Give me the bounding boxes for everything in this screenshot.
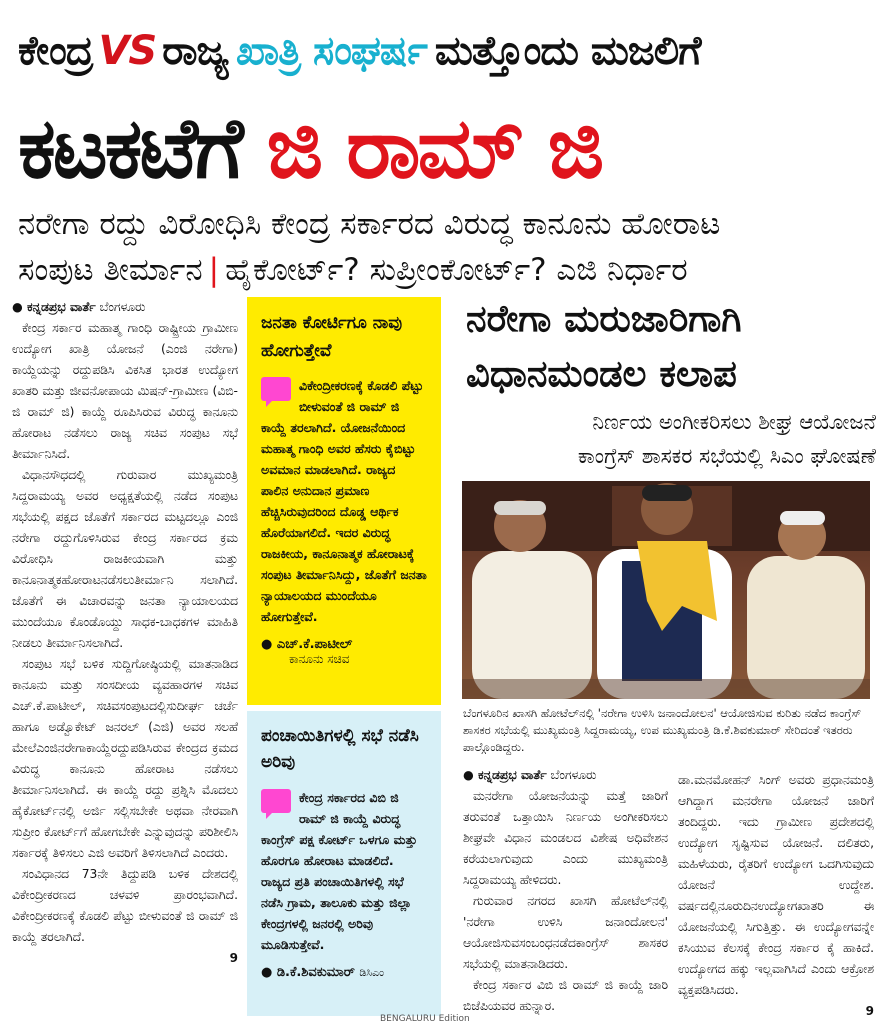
quote-text: ವಿಕೇಂದ್ರೀಕರಣಕ್ಕೆ ಕೊಡಲಿ ಪೆಟ್ಟು ಬೀಳುವಂತೆ ಜಿ ರಾಮ್ ಜಿ ಕಾಯ್ದೆ ತರಲಾಗಿದೆ. ಯೋಜನೆಯಿಂದ ಮಹಾತ್ಮ ಗಾಂಧಿ ಅವರ ಹೆಸರು ಕೈಬಿಟ್ಟು ಅವಮಾನ ಮಾಡಲಾಗಿದೆ. ರಾಜ್ಯದ ಪಾಲಿನ ಅನುದಾನ ಪ್ರಮಾಣ ಹೆಚ್ಚಿಸಿರುವುದರಿಂದ ದೊಡ್ಡ ಆರ್ಥಿಕ ಹೊರೆಯಾಗಲಿದೆ. ಇದರ ವಿರುದ್ಧ ರಾಜಕೀಯ, ಕಾನೂನಾತ್ಮಕ ಹೋರಾಟಕ್ಕೆ ಸಂಪುಟ ತೀರ್ಮಾನಿಸಿದ್ದು, ಜೊತೆಗೆ ಜನತಾ ನ್ಯಾಯಾಲಯದ ಮುಂದೆಯೂ ಹೋಗುತ್ತೇವೆ. (261, 378, 427, 624)
article-paragraph: ಗುರುವಾರ ನಗರದ ಖಾಸಗಿ ಹೋಟೆಲ್‌ನಲ್ಲಿ 'ನರೇಗಾ ಉಳಿಸಿ ಜನಾಂದೋಲನ' ಆಯೋಜಿಸುವಸಂಬಂಧನಡೆದಕಾಂಗ್ರೆಸ್ ಶಾಸಕರ ಸಭೆಯಲ್ಲಿ ಮಾತನಾಡಿದರು. (463, 894, 668, 971)
dateline-city: ಬೆಂಗಳೂರು (550, 768, 597, 782)
quote-text: ಕೇಂದ್ರ ಸರ್ಕಾರದ ವಿಬಿ ಜಿ ರಾಮ್ ಜಿ ಕಾಯ್ದೆ ವಿರುದ್ಧ ಕಾಂಗ್ರೆಸ್ ಪಕ್ಷ ಕೋರ್ಟ್ ಒಳಗೂ ಮತ್ತು ಹೊರಗೂ ಹೋರಾಟ ಮಾಡಲಿದೆ. ರಾಜ್ಯದ ಪ್ರತಿ ಪಂಚಾಯಿತಿಗಳಲ್ಲಿ ಸಭೆ ನಡೆಸಿ ಗ್ರಾಮ, ತಾಲೂಕು ಮತ್ತು ಜಿಲ್ಲಾ ಕೇಂದ್ರಗಳಲ್ಲಿ ಜನರಲ್ಲಿ ಅರಿವು ಮೂಡಿಸುತ್ತೇವೆ. (261, 790, 418, 952)
right-deck-line1: ನಿರ್ಣಯ ಅಂಗೀಕರಿಸಲು ಶೀಘ್ರ ಆಯೋಜನೆ (592, 410, 876, 434)
right-article-column-b (678, 770, 874, 1018)
quote-box-title: ಪಂಚಾಯಿತಿಗಳಲ್ಲಿ ಸಭೆ ನಡೆಸಿ ಅರಿವು (261, 726, 419, 772)
kicker-part3: ಮತ್ತೊಂದು ಮಜಲಿಗೆ (434, 28, 701, 74)
quote-designation: ಡಿಸಿಎಂ (359, 966, 385, 979)
headline-black: ಕಟಕಟೆಗೆ (18, 98, 241, 197)
article-paragraph: ಡಾ.ಮನಮೋಹನ್ ಸಿಂಗ್ ಅವರು ಪ್ರಧಾನಮಂತ್ರಿ ಆಗಿದ್ದಾಗ ಮನರೇಗಾ ಯೋಜನೆ ಜಾರಿಗೆ ತಂದಿದ್ದರು. ಇದು ಗ್ರಾಮೀಣ ಪ್ರದೇಶದಲ್ಲಿ ಉದ್ಯೋಗ ಸೃಷ್ಟಿಸುವ ಯೋಜನೆ. ದಲಿತರು, ಮಹಿಳೆಯರು, ರೈತರಿಗೆ ಉದ್ಯೋಗ ಒದಗಿಸುವುದು ಯೋಜನೆ ಉದ್ದೇಶ. ವರ್ಷದಲ್ಲಿನೂರುದಿನಉದ್ಯೋಗಖಾತರಿ ಈ ಯೋಜನೆಯಲ್ಲಿ ಸಿಗುತ್ತಿತ್ತು. ಈ ಉದ್ಯೋಗವನ್ನೇ ಕಸಿಯುವ ಕೆಲಸಕ್ಕೆ ಕೇಂದ್ರ ಸರ್ಕಾರ ಕೈ ಹಾಕಿದೆ. ಉದ್ಯೋಗದ ಹಕ್ಕು ಇಲ್ಲವಾಗಿಸಿದೆ ಎಂದು ಆಕ್ರೋಶ ವ್ಯಕ್ತಪಡಿಸಿದರು. (678, 773, 874, 997)
article-paragraph: ವಿಧಾನಸೌಧದಲ್ಲಿ ಗುರುವಾರ ಮುಖ್ಯಮಂತ್ರಿ ಸಿದ್ದರಾಮಯ್ಯ ಅವರ ಅಧ್ಯಕ್ಷತೆಯಲ್ಲಿ ನಡೆದ ಸಂಪುಟ ಸಭೆಯಲ್ಲಿ ಪಕ್ಷದ ಜೊತೆಗೆ ಸರ್ಕಾರದ ಮಟ್ಟದಲ್ಲೂ ಎಂಜಿ ನರೇಗಾ ರದ್ದುಗೊಳಿಸಿರುವ ಕೇಂದ್ರ ಸರ್ಕಾರದ ಕ್ರಮ ವಿರೋಧಿಸಿ ರಾಜಕೀಯವಾಗಿ ಮತ್ತು ಕಾನೂನಾತ್ಮಕಹೋರಾಟನಡೆಸಲುತೀರ್ಮಾನಿ ಸಲಾಗಿದೆ. ಜೊತೆಗೆ ಈ ವಿಚಾರವನ್ನು ಜನತಾ ನ್ಯಾಯಾಲಯದ ಮುಂದೆಯೂ ಕೊಂಡೊಯ್ದು ಸಾಧಕ-ಬಾಧಕಗಳ ಮಾಹಿತಿ ನೀಡಲು ತೀರ್ಮಾನಿಸಲಾಗಿದೆ. (12, 468, 238, 650)
quote-box-patil (247, 297, 441, 705)
footer-edition: BENGALURU Edition (380, 1014, 470, 1024)
kicker-highlight: ಖಾತ್ರಿ ಸಂಘರ್ಷ (235, 28, 427, 74)
deck-line-1: ನರೇಗಾ ರದ್ದು ವಿರೋಧಿಸಿ ಕೇಂದ್ರ ಸರ್ಕಾರದ ವಿರುದ್ಧ ಕಾನೂನು ಹೋರಾಟ (18, 206, 721, 242)
article-paragraph: ಸಂವಿಧಾನದ 73ನೇ ತಿದ್ದುಪಡಿ ಬಳಿಕ ದೇಶದಲ್ಲಿ ವಿಕೇಂದ್ರೀಕರಣದ ಚಳವಳಿ ಪ್ರಾರಂಭವಾಗಿದೆ. ವಿಕೇಂದ್ರೀಕರಣಕ್ಕೆ ಕೊಡಲಿ ಪೆಟ್ಟು ಬೀಳುವಂತೆ ಜಿ ರಾಮ್ ಜಿ ಕಾಯ್ದೆ ತರಲಾಗಿದೆ. (12, 867, 238, 944)
dateline: ● ಕನ್ನಡಪ್ರಭ ವಾರ್ತೆ (463, 768, 547, 782)
article-paragraph: ಮನರೇಗಾ ಯೋಜನೆಯನ್ನು ಮತ್ತೆ ಜಾರಿಗೆ ತರುವಂತೆ ಒತ್ತಾಯಿಸಿ ನಿರ್ಣಯ ಅಂಗೀಕರಿಸಲು ಶೀಘ್ರವೇ ವಿಧಾನ ಮಂಡಲದ ವಿಶೇಷ ಅಧಿವೇಶನ ಕರೆಯಲಾಗುವುದು ಎಂದು ಮುಖ್ಯಮಂತ್ರಿ ಸಿದ್ದರಾಮಯ್ಯ ಹೇಳಿದರು. (463, 789, 668, 887)
quote-signature-row (261, 965, 427, 980)
quote-signature: ● ಡಿ.ಕೆ.ಶಿವಕುಮಾರ್ (261, 965, 355, 980)
right-deck-line2: ಕಾಂಗ್ರೆಸ್ ಶಾಸಕರ ಸಭೆಯಲ್ಲಿ ಸಿಎಂ ಘೋಷಣೆ (577, 444, 876, 468)
quote-box-title: ಜನತಾ ಕೋರ್ಟಿಗೂ ನಾವು ಹೋಗುತ್ತೇವೆ (261, 313, 403, 361)
right-headline-line2: ವಿಧಾನಮಂಡಲ ಕಲಾಪ (466, 352, 737, 395)
speech-bubble-icon (261, 377, 291, 401)
photo-illustration (462, 481, 870, 699)
article-paragraph: ಕೇಂದ್ರ ಸರ್ಕಾರ ಮಹಾತ್ಮ ಗಾಂಧಿ ರಾಷ್ಟ್ರೀಯ ಗ್ರಾಮೀಣ ಉದ್ಯೋಗ ಖಾತ್ರಿ ಯೋಜನೆ (ಎಂಜಿ ನರೇಗಾ) ಕಾಯ್ದೆಯನ್ನು ರದ್ದುಪಡಿಸಿ ವಿಕಸಿತ ಭಾರತ ಉದ್ಯೋಗ ಖಾತರಿ ಮತ್ತು ಜೀವನೋಪಾಯ ಮಿಷನ್-ಗ್ರಾಮೀಣ (ವಿಬಿ-ಜಿ ರಾಮ್ ಜಿ) ಕಾಯ್ದೆ ರೂಪಿಸಿರುವ ವಿರುದ್ಧ ಕಾನೂನು ಹೋರಾಟ ನಡೆಸಲು ರಾಜ್ಯ ಸಚಿವ ಸಂಪುಟ ಸಭೆ ತೀರ್ಮಾನಿಸಿದೆ. (12, 321, 238, 461)
photo-caption: ಬೆಂಗಳೂರಿನ ಖಾಸಗಿ ಹೋಟೆಲ್‌ನಲ್ಲಿ 'ನರೇಗಾ ಉಳಿಸಿ ಜನಾಂದೋಲನ' ಆಯೋಜಿಸುವ ಕುರಿತು ನಡೆದ ಕಾಂಗ್ರೆಸ್ ಶಾಸಕರ ಸಭೆಯಲ್ಲಿ ಮುಖ್ಯಮಂತ್ರಿ ಸಿದ್ದರಾಮಯ್ಯ, ಉಪ ಮುಖ್ಯಮಂತ್ರಿ ಡಿ.ಕೆ.ಶಿವಕುಮಾರ್ ಸೇರಿದಂತೆ ಇತರರು ಪಾಲ್ಗೊಂಡಿದ್ದರು. (463, 706, 862, 754)
dateline: ● ಕನ್ನಡಪ್ರಭ ವಾರ್ತೆ (12, 300, 96, 314)
dateline-city: ಬೆಂಗಳೂರು (99, 300, 146, 314)
deck-line-2 (18, 252, 868, 296)
quote-box-shivakumar (247, 711, 441, 1016)
headline-kicker (18, 12, 868, 90)
article-paragraph: ಸಂಪುಟ ಸಭೆ ಬಳಿಕ ಸುದ್ದಿಗೋಷ್ಠಿಯಲ್ಲಿ ಮಾತನಾಡಿದ ಕಾನೂನು ಮತ್ತು ಸಂಸದೀಯ ವ್ಯವಹಾರಗಳ ಸಚಿವ ಎಚ್.ಕೆ.ಪಾಟೀಲ್, ಸಚಿವಸಂಪುಟದಲ್ಲಿಸುದೀರ್ಘ ಚರ್ಚೆ ಹಾಗೂ ಅಡ್ವೊಕೇಟ್ ಜನರಲ್ (ಎಜಿ) ಅವರ ಸಲಹೆ ಮೇಲೆಎಂಜಿನರೇಗಾಕಾಯ್ದೆರದ್ದುಪಡಿಸಿರುವ ಕೇಂದ್ರದ ಕ್ರಮದ ವಿರುದ್ಧ ಕಾನೂನು ಹೋರಾಟ ನಡೆಸಲು ತೀರ್ಮಾನಿಸಲಾಗಿದೆ. ಈ ಕಾಯ್ದೆ ರದ್ದು ಪ್ರಶ್ನಿಸಿ ಮೊದಲು ಹೈಕೋರ್ಟ್‌ನಲ್ಲಿ ಅರ್ಜಿ ಸಲ್ಲಿಸಬೇಕೇ ಅಥವಾ ನೇರವಾಗಿ ಸುಪ್ರೀಂ ಕೋರ್ಟ್‌ಗೆ ಹೋಗಬೇಕೇ ಎನ್ನುವುದನ್ನು ಪರಿಶೀಲಿಸಿ ಸರ್ಕಾರಕ್ಕೆ ತಿಳಿಸಲು ಎಜಿ ಅವರಿಗೆ ತಿಳಿಸಲಾಗಿದೆ ಎಂದರು. (12, 657, 238, 860)
continued-page-ref: 9 (865, 1004, 874, 1018)
speech-bubble-icon (261, 789, 291, 813)
top-edge (0, 0, 883, 10)
kicker-part1: ಕೇಂದ್ರ (18, 28, 93, 74)
right-article-column-a (463, 765, 668, 1013)
deck-line-2b: ಹೈಕೋರ್ಟ್? ಸುಪ್ರೀಂಕೋರ್ಟ್? ಎಜಿ ನಿರ್ಧಾರ (225, 252, 688, 288)
headline-red: ಜಿ ರಾಮ್ ಜಿ (266, 98, 602, 197)
article-paragraph: ಕೇಂದ್ರ ಸರ್ಕಾರ ವಿಬಿ ಜಿ ರಾಮ್ ಜಿ ಕಾಯ್ದೆ ಜಾರಿ ಬಿಜೆಪಿಯವರ ಹುನ್ನಾರ. (463, 978, 668, 1013)
quote-signature: ● ಎಚ್.ಕೆ.ಪಾಟೀಲ್ (261, 637, 353, 652)
kicker-vs: VS (98, 28, 157, 74)
quote-box-body (261, 787, 427, 955)
quote-designation: ಕಾನೂನು ಸಚಿವ (289, 652, 350, 666)
left-article-column (12, 297, 238, 1015)
deck-line-2a: ಸಂಪುಟ ತೀರ್ಮಾನ (18, 252, 203, 288)
quote-box-body (261, 375, 427, 627)
news-photo (462, 481, 870, 699)
continued-page-ref: 9 (229, 951, 238, 965)
deck-separator: | (208, 252, 220, 288)
main-headline (18, 88, 868, 208)
right-headline-line1: ನರೇಗಾ ಮರುಜಾರಿಗಾಗಿ (466, 297, 742, 340)
kicker-part2: ರಾಜ್ಯ (162, 28, 228, 74)
